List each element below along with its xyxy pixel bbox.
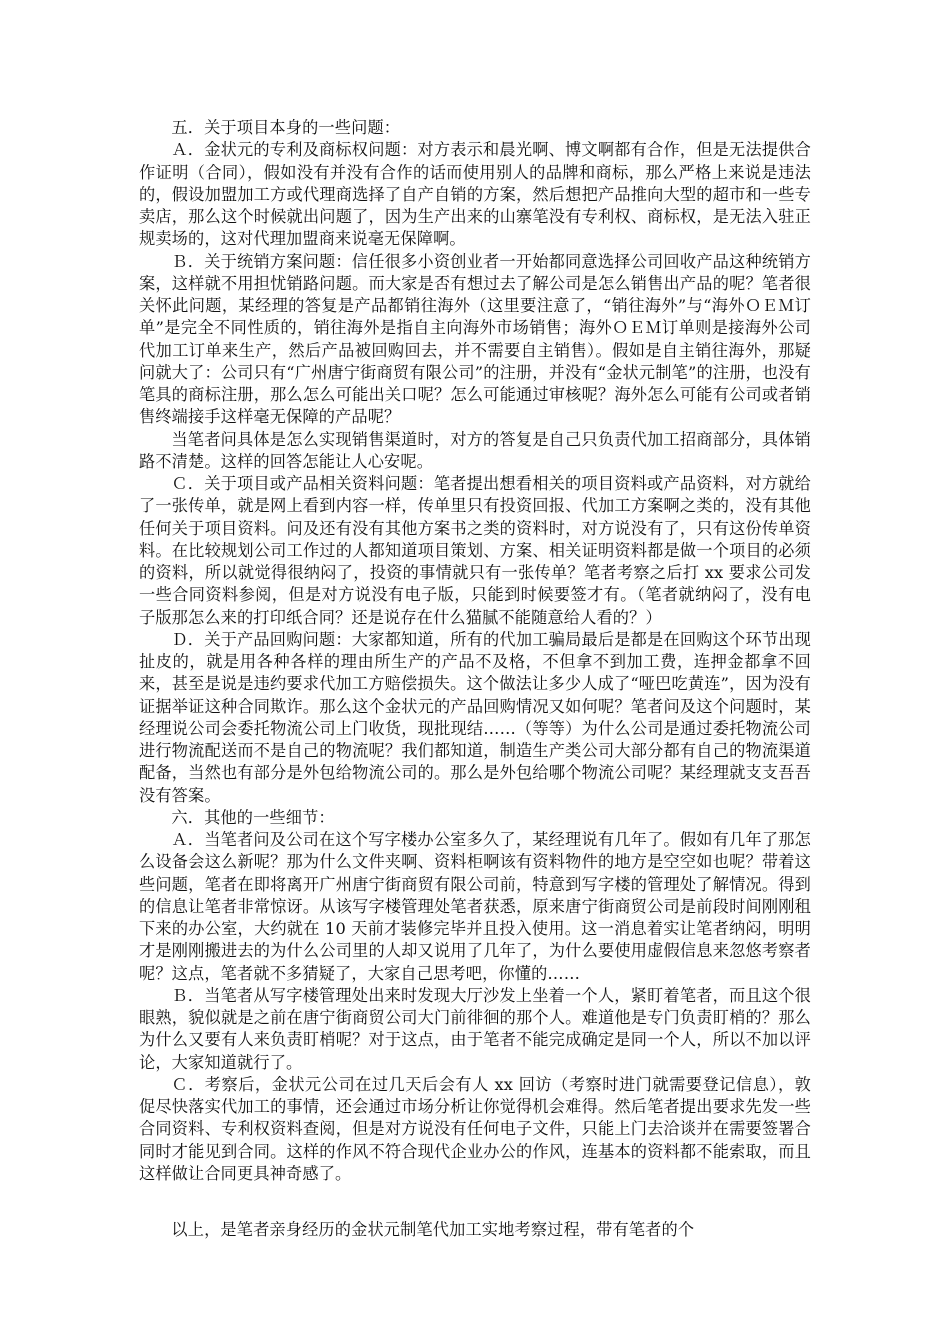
paragraph-sales-plan: Ｂ．关于统销方案问题：信任很多小资创业者一开始都同意选择公司回收产品这种统销方案，这样就不用担忧销路问题。而大家是否有想过去了解公司是怎么销售出产品的呢？笔者很关怀此问题，某经理的答复是产品都销往海外（这里要注意了，“销往海外”与“海外ＯＥＭ订单”是完全不同性质的，销往海外是指自主向海外市场销售；海外ＯＥＭ订单则是接海外公司代加工订单来生产，然后产品被回购回去，并不需要自主销售）。假如是自主销往海外，那疑问就大了：公司只有“广州唐宁街商贸有限公司”的注册，并没有“金状元制笔”的注册，也没有笔具的商标注册，那么怎么可能出关口呢？怎么可能通过审核呢？海外怎么可能有公司或者销售终端接手这样毫无保障的产品呢？: [139, 251, 811, 427]
paragraph-lobby-observer: Ｂ．当笔者从写字楼管理处出来时发现大厅沙发上坐着一个人，紧盯着笔者，而且这个很眼熟，貌似就是之前在唐宁街商贸公司大门前徘徊的那个人。难道他是专门负责盯梢的？那么为什么又要有人来负责盯梢呢？对于这点，由于笔者不能完成确定是同一个人，所以不加以评论，大家知道就行了。: [139, 985, 811, 1072]
paragraph-office-duration: Ａ．当笔者问及公司在这个写字楼办公室多久了，某经理说有几年了。假如有几年了那怎么设备会这么新呢？那为什么文件夹啊、资料柜啊该有资料物件的地方是空空如也呢？带着这些问题，笔者在即将离开广州唐宁街商贸有限公司前，特意到写字楼的管理处了解情况。得到的信息让笔者非常惊讶。从该写字楼管理处笔者获悉，原来唐宁街商贸公司是前段时间刚刚租下来的办公室，大约就在 10 天前才装修完毕并且投入使用。这一消息着实让笔者纳闷，明明才是刚刚搬进去的为什么公司里的人却又说用了几年了，为什么要使用虚假信息来忽悠考察者呢？这点，笔者就不多猜疑了，大家自己思考吧，你懂的……: [139, 830, 811, 983]
section-heading-six: 六．其他的一些细节：: [171, 807, 335, 827]
paragraph-product-buyback: Ｄ．关于产品回购问题：大家都知道，所有的代加工骗局最后是都是在回购这个环节出现扯皮的，就是用各种各样的理由所生产的产品不及格，不但拿不到加工费，连押金都拿不回来，甚至是说是违约要求代加工方赔偿损失。这个做法让多少人成了“哑巴吃黄连”，因为没有证据举证这种合同欺诈。那么这个金状元的产品回购情况又如何呢？笔者问及这个问题时，某经理说公司会委托物流公司上门收货，现批现结……（等等）为什么公司是通过委托物流公司进行物流配送而不是自己的物流呢？我们都知道，制造生产类公司大部分都有自己的物流渠道配备，当然也有部分是外包给物流公司的。那么是外包给哪个物流公司呢？某经理就支支吾吾没有答案。: [139, 629, 811, 805]
paragraph-conclusion: 以上，是笔者亲身经历的金状元制笔代加工实地考察过程，带有笔者的个: [171, 1220, 695, 1239]
paragraph-follow-up-visit: Ｃ．考察后，金状元公司在过几天后会有人 xx 回访（考察时进门就需要登记信息），敦促尽快落实代加工的事情，还会通过市场分析让你觉得机会难得。然后笔者提出要求先发一些合同资料、专利权资料查阅，但是对方说没有任何电子文件，只能上门去洽谈并在需要签署合同时才能见到合同。这样的作风不符合现代企业办公的作风，连基本的资料都不能索取，而且这样做让合同更具神奇感了。: [139, 1074, 811, 1183]
paragraph-sales-channel: 当笔者问具体是怎么实现销售渠道时，对方的答复是自己只负责代加工招商部分，具体销路不清楚。这样的回答怎能让人心安呢。: [139, 429, 811, 471]
paragraph-project-materials: Ｃ．关于项目或产品相关资料问题：笔者提出想看相关的项目资料或产品资料，对方就给了一张传单，就是网上看到内容一样，传单里只有投资回报、代加工方案啊之类的，没有其他任何关于项目资料。问及还有没有其他方案书之类的资料时，对方说没有了，只有这份传单资料。在比较规划公司工作过的人都知道项目策划、方案、相关证明资料都是做一个项目的必须的资料，所以就觉得很纳闷了，投资的事情就只有一张传单？笔者考察之后打 xx 要求公司发一些合同资料参阅，但是对方说没有电子版，只能到时候要签才有。（笔者就纳闷了，没有电子版那怎么来的打印纸合同？还是说存在什么猫腻不能随意给人看的？）: [139, 474, 811, 627]
document-body: [139, 117, 811, 1241]
paragraph-patent-trademark: Ａ．金状元的专利及商标权问题：对方表示和晨光啊、博文啊都有合作，但是无法提供合作证明（合同），假如没有并没有合作的话而使用别人的品牌和商标，那么严格上来说是违法的，假设加盟加工方或代理商选择了自产自销的方案，然后想把产品推向大型的超市和一些专卖店，那么这个时候就出问题了，因为生产出来的山寨笔没有专利权、商标权，是无法入驻正规卖场的，这对代理加盟商来说毫无保障啊。: [139, 140, 811, 249]
section-heading-five: 五．关于项目本身的一些问题：: [171, 118, 401, 137]
